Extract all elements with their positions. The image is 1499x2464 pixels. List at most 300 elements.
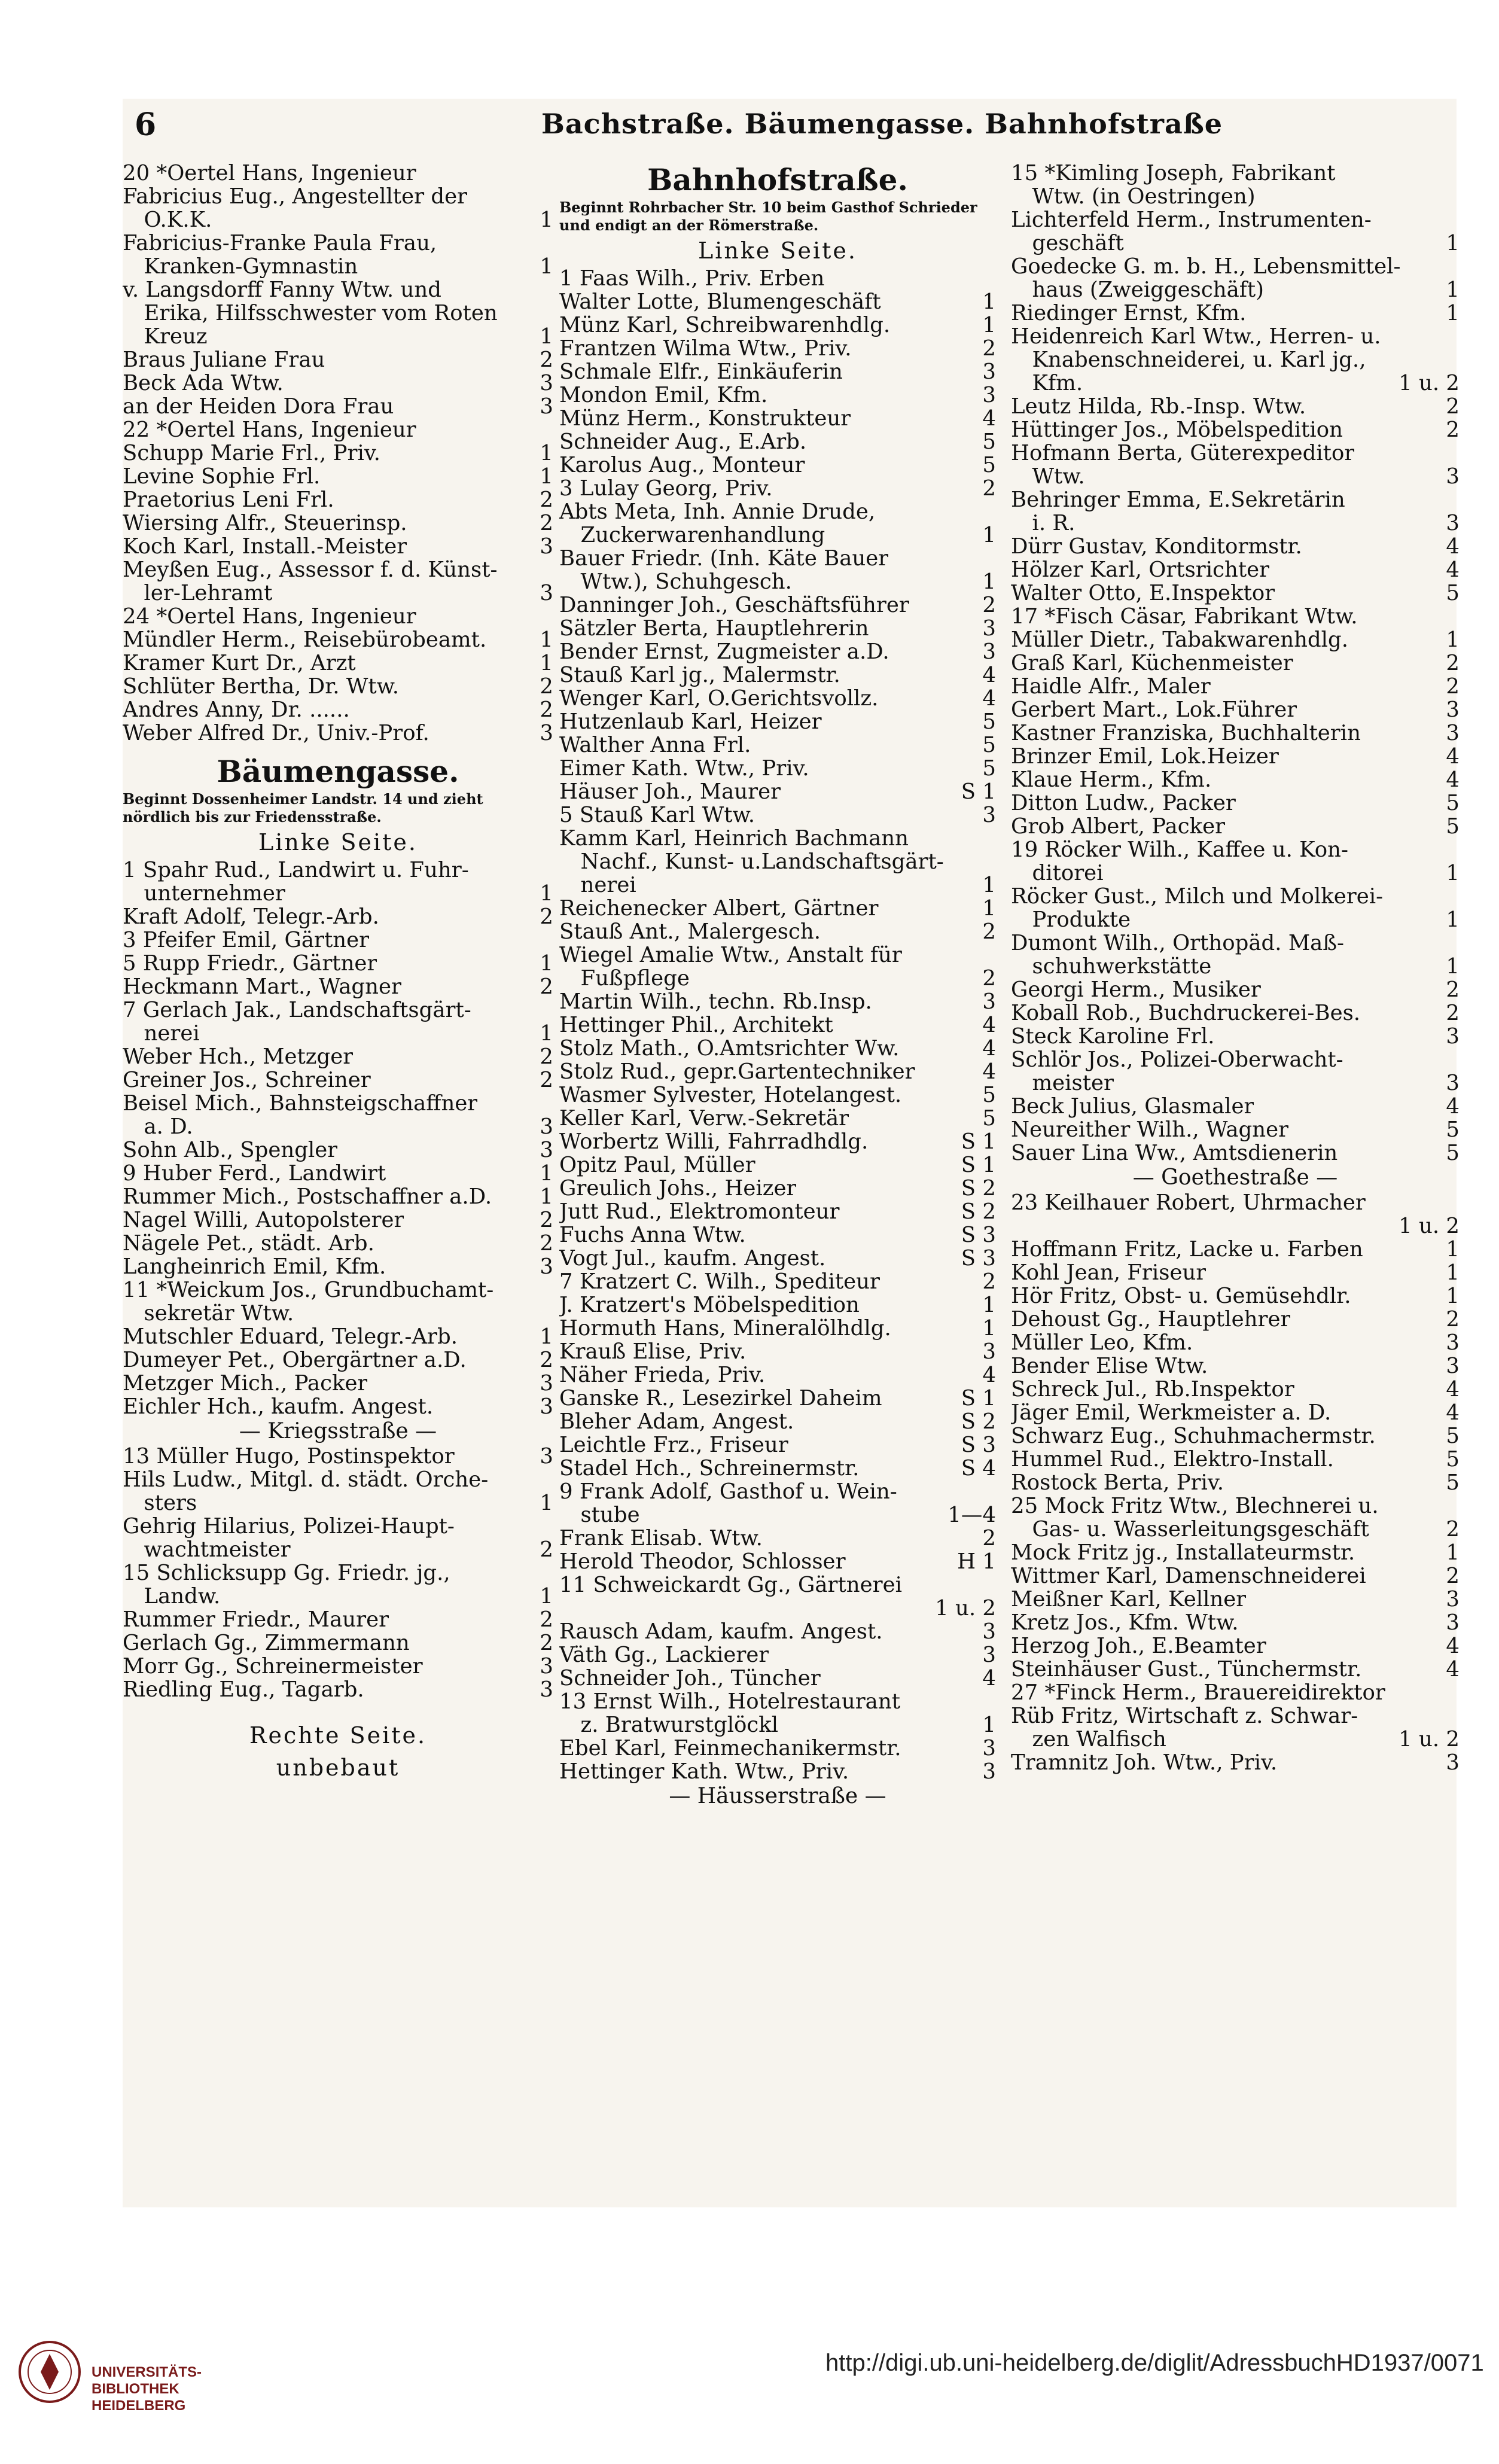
entry-floor: 3	[982, 803, 996, 827]
entry-floor: 5	[1446, 1471, 1460, 1494]
entry-text: Riedling Eug., Tagarb.	[123, 1678, 364, 1701]
entry-list	[123, 162, 553, 745]
directory-entry	[559, 1503, 996, 1527]
entry-floor: 3	[1446, 1354, 1460, 1378]
entry-floor: 3	[540, 371, 553, 395]
directory-entry	[123, 1348, 553, 1372]
directory-entry	[559, 1270, 996, 1293]
entry-text: Greiner Jos., Schreiner	[123, 1068, 371, 1092]
entry-floor: 2	[1446, 651, 1460, 675]
directory-entry	[1011, 1424, 1460, 1448]
entry-text: Koch Karl, Install.-Meister	[123, 535, 407, 558]
entry-text: Mondon Emil, Kfm.	[559, 383, 768, 407]
entry-floor: 4	[1446, 558, 1460, 581]
entry-floor: 5	[982, 1107, 996, 1130]
entry-floor: 1	[1446, 628, 1460, 651]
directory-entry	[123, 1325, 553, 1348]
entry-text: Steck Karoline Frl.	[1011, 1025, 1215, 1048]
entry-floor: 2	[540, 698, 553, 721]
entry-floor: 4	[982, 1363, 996, 1387]
entry-floor: 1	[982, 897, 996, 920]
entry-text: Abts Meta, Inh. Annie Drude,	[559, 500, 876, 523]
entry-floor: 3	[982, 990, 996, 1013]
entry-text: Keller Karl, Verw.-Sekretär	[559, 1107, 849, 1130]
directory-entry	[123, 1445, 553, 1468]
entry-text: nerei	[559, 873, 636, 897]
entry-text: 25 Mock Fritz Wtw., Blechnerei u.	[1011, 1494, 1379, 1518]
directory-entry	[559, 267, 996, 290]
directory-entry	[559, 1643, 996, 1667]
entry-text: 22 *Oertel Hans, Ingenieur	[123, 418, 416, 441]
directory-entry	[559, 943, 996, 967]
directory-entry	[1011, 1354, 1460, 1378]
entry-text: Wittmer Karl, Damenschneiderei	[1011, 1564, 1366, 1588]
entry-floor: 3	[540, 1678, 553, 1701]
directory-entry	[559, 990, 996, 1013]
directory-entry	[1011, 558, 1460, 581]
directory-entry	[123, 1068, 553, 1092]
entry-text: Hör Fritz, Obst- u. Gemüsehdlr.	[1011, 1284, 1351, 1308]
entry-floor: 5	[1446, 1141, 1460, 1165]
directory-entry	[123, 1232, 553, 1255]
side-label-left: Linke Seite.	[698, 237, 857, 264]
directory-entry	[559, 967, 996, 990]
directory-entry	[1011, 861, 1460, 885]
entry-text: Wasmer Sylvester, Hotelangest.	[559, 1083, 902, 1107]
entry-text: Meyßen Eug., Assessor f. d. Künst-	[123, 558, 498, 581]
entry-text: Wtw.), Schuhgesch.	[559, 570, 792, 593]
entry-floor: 2	[540, 1208, 553, 1232]
entry-text: Stolz Rud., gepr.Gartentechniker	[559, 1060, 915, 1083]
entry-text: Schlör Jos., Polizei-Oberwacht-	[1011, 1048, 1343, 1071]
entry-text: haus (Zweiggeschäft)	[1011, 278, 1265, 301]
entry-text: Walter Otto, E.Inspektor	[1011, 581, 1275, 605]
entry-floor: 1	[1446, 908, 1460, 931]
entry-text: Walther Anna Frl.	[559, 733, 751, 757]
entry-floor: S 1	[961, 1130, 996, 1153]
entry-text: Zuckerwarenhandlung	[559, 523, 825, 547]
entry-floor: 4	[982, 687, 996, 710]
entry-text: 9 Frank Adolf, Gasthof u. Wein-	[559, 1480, 897, 1503]
entry-floor: 3	[1446, 721, 1460, 745]
entry-text: Stauß Ant., Malergesch.	[559, 920, 821, 943]
entry-text: Koball Rob., Buchdruckerei-Bes.	[1011, 1001, 1361, 1025]
entry-floor: 4	[1446, 1095, 1460, 1118]
entry-floor: 3	[540, 1138, 553, 1162]
directory-entry	[1011, 1284, 1460, 1308]
entry-text: Behringer Emma, E.Sekretärin	[1011, 488, 1345, 511]
entry-floor: 4	[982, 1060, 996, 1083]
entry-floor: 2	[1446, 1308, 1460, 1331]
directory-entry	[123, 1185, 553, 1208]
directory-entry	[123, 395, 553, 418]
directory-entry	[559, 1667, 996, 1690]
entry-text: 1 Faas Wilh., Priv. Erben	[559, 267, 825, 290]
directory-entry	[123, 1678, 553, 1701]
directory-entry	[559, 1013, 996, 1037]
directory-entry	[1011, 348, 1460, 371]
page-header	[123, 100, 1457, 142]
entry-floor: 1	[982, 873, 996, 897]
entry-floor: 1	[540, 1162, 553, 1185]
directory-entry	[123, 1538, 553, 1561]
entry-floor: S 2	[961, 1177, 996, 1200]
entry-floor: 1	[540, 465, 553, 488]
directory-entry	[123, 1372, 553, 1395]
entry-floor: 5	[982, 733, 996, 757]
directory-entry	[559, 1573, 996, 1597]
entry-text: Hutzenlaub Karl, Heizer	[559, 710, 822, 733]
entry-text: Dürr Gustav, Konditormstr.	[1011, 535, 1302, 558]
entry-text: Kfm.	[1011, 371, 1083, 395]
entry-floor: 2	[982, 593, 996, 617]
directory-entry	[559, 1550, 996, 1573]
directory-entry	[559, 1317, 996, 1340]
entry-floor: 1	[1446, 1284, 1460, 1308]
directory-entry	[123, 1138, 553, 1162]
entry-text: Mündler Herm., Reisebürobeamt.	[123, 628, 487, 651]
directory-entry	[1011, 1471, 1460, 1494]
directory-entry	[559, 1060, 996, 1083]
directory-entry	[559, 1037, 996, 1060]
entry-text: Münz Herm., Konstrukteur	[559, 407, 851, 430]
directory-entry	[559, 360, 996, 383]
entry-floor: 1	[1446, 1238, 1460, 1261]
entry-floor: 4	[982, 407, 996, 430]
entry-floor: 3	[540, 1655, 553, 1678]
directory-entry	[559, 1200, 996, 1223]
directory-entry	[559, 780, 996, 803]
entry-text: Kohl Jean, Friseur	[1011, 1261, 1206, 1284]
entry-floor: 1	[982, 1713, 996, 1737]
directory-entry	[559, 710, 996, 733]
entry-text: Erika, Hilfsschwester vom Roten	[123, 301, 498, 325]
directory-entry	[559, 1340, 996, 1363]
entry-text: Eichler Hch., kaufm. Angest.	[123, 1395, 434, 1418]
library-logo	[17, 2339, 208, 2417]
entry-floor: 5	[982, 430, 996, 453]
directory-entry	[1011, 651, 1460, 675]
entry-text: Näher Frieda, Priv.	[559, 1363, 766, 1387]
directory-entry	[1011, 1095, 1460, 1118]
entry-floor: S 4	[961, 1457, 996, 1480]
page-number: 6	[135, 106, 157, 143]
entry-text: Ebel Karl, Feinmechanikermstr.	[559, 1737, 901, 1760]
directory-entry	[123, 1162, 553, 1185]
entry-text: 13 Ernst Wilh., Hotelrestaurant	[559, 1690, 900, 1713]
entry-text: Wiegel Amalie Wtw., Anstalt für	[559, 943, 902, 967]
entry-text: Hils Ludw., Mitgl. d. städt. Orche-	[123, 1468, 489, 1491]
cross-street: — Häusserstraße —	[669, 1784, 886, 1808]
directory-entry	[123, 1515, 553, 1538]
entry-floor: 3	[1446, 1751, 1460, 1774]
entry-text: v. Langsdorff Fanny Wtw. und	[123, 278, 441, 301]
entry-text: Dehoust Gg., Hauptlehrer	[1011, 1308, 1291, 1331]
directory-entry	[559, 477, 996, 500]
entry-text: Münz Karl, Schreibwarenhdlg.	[559, 313, 891, 337]
directory-entry	[559, 873, 996, 897]
entry-floor: 4	[982, 663, 996, 687]
side-note: unbebaut	[276, 1755, 400, 1781]
directory-entry	[1011, 1494, 1460, 1518]
entry-text: Andres Anny, Dr. ......	[123, 698, 350, 721]
entry-text: Vogt Jul., kaufm. Angest.	[559, 1247, 826, 1270]
entry-text: Beisel Mich., Bahnsteigschaffner	[123, 1092, 478, 1115]
entry-text: Wiersing Alfr., Steuerinsp.	[123, 511, 407, 535]
entry-text: Fußpflege	[559, 967, 690, 990]
entry-text: Kranken-Gymnastin	[123, 255, 358, 278]
directory-entry	[123, 255, 553, 278]
entry-floor: S 3	[961, 1247, 996, 1270]
entry-floor: 1	[540, 1022, 553, 1045]
entry-text: Ditton Ludw., Packer	[1011, 791, 1236, 815]
directory-entry	[1011, 441, 1460, 465]
directory-entry	[1011, 162, 1460, 185]
entry-text: 19 Röcker Wilh., Kaffee u. Kon-	[1011, 838, 1348, 861]
entry-text: Herold Theodor, Schlosser	[559, 1550, 846, 1573]
directory-entry	[1011, 791, 1460, 815]
entry-floor: 1	[982, 523, 996, 547]
entry-floor: 1	[540, 952, 553, 975]
entry-floor: 3	[982, 1643, 996, 1667]
directory-entry	[123, 1045, 553, 1068]
directory-entry	[123, 605, 553, 628]
entry-text: Hettinger Kath. Wtw., Priv.	[559, 1760, 849, 1783]
directory-entry	[123, 1655, 553, 1678]
entry-text: Fabricius-Franke Paula Frau,	[123, 232, 437, 255]
directory-entry	[559, 500, 996, 523]
entry-text: Röcker Gust., Milch und Molkerei-	[1011, 885, 1384, 908]
directory-entry	[1011, 185, 1460, 208]
entry-floor: 3	[540, 395, 553, 418]
entry-text: Müller Dietr., Tabakwarenhdlg.	[1011, 628, 1349, 651]
directory-entry	[1011, 208, 1460, 232]
entry-floor: 5	[982, 453, 996, 477]
entry-text: Brinzer Emil, Lok.Heizer	[1011, 745, 1279, 768]
entry-text: Karolus Aug., Monteur	[559, 453, 805, 477]
directory-entry	[559, 570, 996, 593]
entry-floor: S 3	[961, 1433, 996, 1457]
directory-entry	[559, 1480, 996, 1503]
entry-text: Produkte	[1011, 908, 1131, 931]
entry-text: Landw.	[123, 1585, 221, 1608]
directory-entry	[123, 185, 553, 208]
directory-entry	[559, 897, 996, 920]
entry-text: Bleher Adam, Angest.	[559, 1410, 794, 1433]
entry-text: Hölzer Karl, Ortsrichter	[1011, 558, 1270, 581]
directory-entry	[123, 1255, 553, 1278]
directory-entry	[559, 547, 996, 570]
entry-floor: 4	[982, 1037, 996, 1060]
entry-floor: 1 u. 2	[1399, 1728, 1460, 1751]
directory-entry	[1011, 815, 1460, 838]
entry-text: Väth Gg., Lackierer	[559, 1643, 769, 1667]
directory-entry	[559, 1177, 996, 1200]
entry-text: Kraft Adolf, Telegr.-Arb.	[123, 905, 379, 928]
entry-floor: 3	[540, 1115, 553, 1138]
entry-text: Eimer Kath. Wtw., Priv.	[559, 757, 809, 780]
directory-entry	[123, 858, 553, 882]
entry-floor: S 2	[961, 1410, 996, 1433]
entry-floor: S 3	[961, 1223, 996, 1247]
entry-floor: S 1	[961, 1153, 996, 1177]
entry-text: Gehrig Hilarius, Polizei-Haupt-	[123, 1515, 455, 1538]
entry-floor: 1	[1446, 861, 1460, 885]
directory-entry	[1011, 488, 1460, 511]
entry-text: Georgi Herm., Musiker	[1011, 978, 1261, 1001]
entry-text: Hettinger Phil., Architekt	[559, 1013, 833, 1037]
entry-text: Häuser Joh., Maurer	[559, 780, 781, 803]
entry-text: Klaue Herm., Kfm.	[1011, 768, 1212, 791]
entry-floor: 4	[1446, 768, 1460, 791]
entry-floor: 4	[1446, 1401, 1460, 1424]
entry-text: Jäger Emil, Werkmeister a. D.	[1011, 1401, 1332, 1424]
entry-floor: 2	[1446, 978, 1460, 1001]
directory-entry	[1011, 371, 1460, 395]
directory-entry	[1011, 465, 1460, 488]
entry-text: Schlüter Bertha, Dr. Wtw.	[123, 675, 400, 698]
directory-entry	[1011, 1048, 1460, 1071]
directory-entry	[123, 325, 553, 348]
directory-entry	[559, 383, 996, 407]
entry-floor: 3	[1446, 465, 1460, 488]
directory-entry	[559, 313, 996, 337]
directory-entry	[559, 453, 996, 477]
entry-floor: 2	[1446, 1564, 1460, 1588]
entry-floor: 1	[1446, 955, 1460, 978]
entry-floor: 3	[982, 617, 996, 640]
entry-text: zen Walfisch	[1011, 1728, 1166, 1751]
entry-floor: 4	[1446, 745, 1460, 768]
entry-text: Lichterfeld Herm., Instrumenten-	[1011, 208, 1372, 232]
directory-entry	[559, 1620, 996, 1643]
directory-entry	[1011, 1401, 1460, 1424]
entry-floor: 1 u. 2	[1399, 371, 1460, 395]
entry-text: 13 Müller Hugo, Postinspektor	[123, 1445, 455, 1468]
side-label-right: Rechte Seite.	[249, 1722, 427, 1749]
entry-floor: 2	[982, 1270, 996, 1293]
entry-text: Stauß Karl jg., Malermstr.	[559, 663, 840, 687]
cross-street: — Kriegsstraße —	[239, 1419, 437, 1443]
entry-text: Tramnitz Joh. Wtw., Priv.	[1011, 1751, 1278, 1774]
entry-floor: 5	[1446, 815, 1460, 838]
entry-text: Neureither Wilh., Wagner	[1011, 1118, 1289, 1141]
directory-entry	[123, 488, 553, 511]
entry-text: ditorei	[1011, 861, 1104, 885]
directory-entry	[1011, 1541, 1460, 1564]
entry-floor: 1	[540, 1585, 553, 1608]
directory-entry	[1011, 1448, 1460, 1471]
source-url-link[interactable]: http://digi.ub.uni-heidelberg.de/diglit/AdressbuchHD1937/0071	[825, 2350, 1484, 2376]
entry-text: Schupp Marie Frl., Priv.	[123, 441, 380, 465]
directory-entry	[559, 1363, 996, 1387]
entry-floor: 2	[540, 1538, 553, 1561]
entry-floor: 3	[1446, 1025, 1460, 1048]
directory-entry	[1011, 1308, 1460, 1331]
entry-floor: 4	[1446, 1658, 1460, 1681]
directory-entry	[1011, 1634, 1460, 1658]
entry-floor: 2	[540, 511, 553, 535]
entry-text: Wtw. (in Oestringen)	[1011, 185, 1256, 208]
entry-text: Hummel Rud., Elektro-Install.	[1011, 1448, 1334, 1471]
entry-text: O.K.K.	[123, 208, 212, 232]
entry-text: Goedecke G. m. b. H., Lebensmittel-	[1011, 255, 1401, 278]
entry-floor: 3	[982, 383, 996, 407]
entry-text: Opitz Paul, Müller	[559, 1153, 755, 1177]
street-note: Beginnt Rohrbacher Str. 10 beim Gasthof Schrieder und endigt an der Römerstraße.	[559, 199, 977, 234]
directory-entry	[123, 278, 553, 301]
entry-floor: 2	[540, 905, 553, 928]
entry-text: Rostock Berta, Priv.	[1011, 1471, 1224, 1494]
entry-floor: 1 u. 2	[1399, 1214, 1460, 1238]
entry-floor: 5	[1446, 791, 1460, 815]
entry-text: Knabenschneiderei, u. Karl jg.,	[1011, 348, 1366, 371]
entry-floor: 2	[540, 1232, 553, 1255]
directory-entry	[559, 430, 996, 453]
street-title-baeumengasse: Bäumengasse.	[217, 754, 459, 789]
directory-entry	[123, 1491, 553, 1515]
directory-entry	[559, 1713, 996, 1737]
entry-text: ler-Lehramt	[123, 581, 273, 605]
directory-entry	[123, 301, 553, 325]
directory-entry	[1011, 395, 1460, 418]
directory-entry	[123, 581, 553, 605]
entry-text: Dumeyer Pet., Obergärtner a.D.	[123, 1348, 467, 1372]
entry-text: Levine Sophie Frl.	[123, 465, 321, 488]
side-label-left: Linke Seite.	[258, 829, 418, 855]
directory-entry	[559, 733, 996, 757]
entry-text: Leichtle Frz., Friseur	[559, 1433, 788, 1457]
directory-entry	[559, 1107, 996, 1130]
directory-entry	[1011, 605, 1460, 628]
entry-floor: 1	[982, 570, 996, 593]
entry-floor: 3	[982, 1620, 996, 1643]
column-1	[123, 162, 553, 1784]
directory-entry	[123, 1468, 553, 1491]
directory-entry	[559, 1690, 996, 1713]
entry-list	[123, 858, 553, 1701]
entry-text: Beck Julius, Glasmaler	[1011, 1095, 1254, 1118]
entry-floor: 3	[540, 1255, 553, 1278]
entry-text: 27 *Finck Herm., Brauereidirektor	[1011, 1681, 1385, 1704]
entry-floor: 3	[982, 1340, 996, 1363]
entry-text: Wtw.	[1011, 465, 1085, 488]
entry-floor: 2	[982, 967, 996, 990]
entry-floor: 5	[1446, 1118, 1460, 1141]
entry-text: Sohn Alb., Spengler	[123, 1138, 338, 1162]
entry-text: Wenger Karl, O.Gerichtsvollz.	[559, 687, 879, 710]
entry-text: geschäft	[1011, 232, 1124, 255]
entry-text: Langheinrich Emil, Kfm.	[123, 1255, 386, 1278]
entry-floor: 1	[540, 651, 553, 675]
directory-entry	[559, 850, 996, 873]
entry-text: 3 Pfeifer Emil, Gärtner	[123, 928, 370, 952]
entry-text: Nachf., Kunst- u.Landschaftsgärt-	[559, 850, 944, 873]
directory-entry	[123, 1302, 553, 1325]
entry-text: Stadel Hch., Schreinermstr.	[559, 1457, 860, 1480]
directory-entry	[1011, 301, 1460, 325]
entry-text: Rummer Mich., Postschaffner a.D.	[123, 1185, 492, 1208]
entry-text: unternehmer	[123, 882, 285, 905]
directory-entry	[1011, 1025, 1460, 1048]
entry-floor: 5	[1446, 1424, 1460, 1448]
directory-entry	[559, 337, 996, 360]
entry-text: Meißner Karl, Kellner	[1011, 1588, 1247, 1611]
entry-floor: 2	[540, 1068, 553, 1092]
entry-floor: 2	[540, 1348, 553, 1372]
entry-text: Krauß Elise, Priv.	[559, 1340, 747, 1363]
entry-list	[1011, 162, 1460, 1774]
